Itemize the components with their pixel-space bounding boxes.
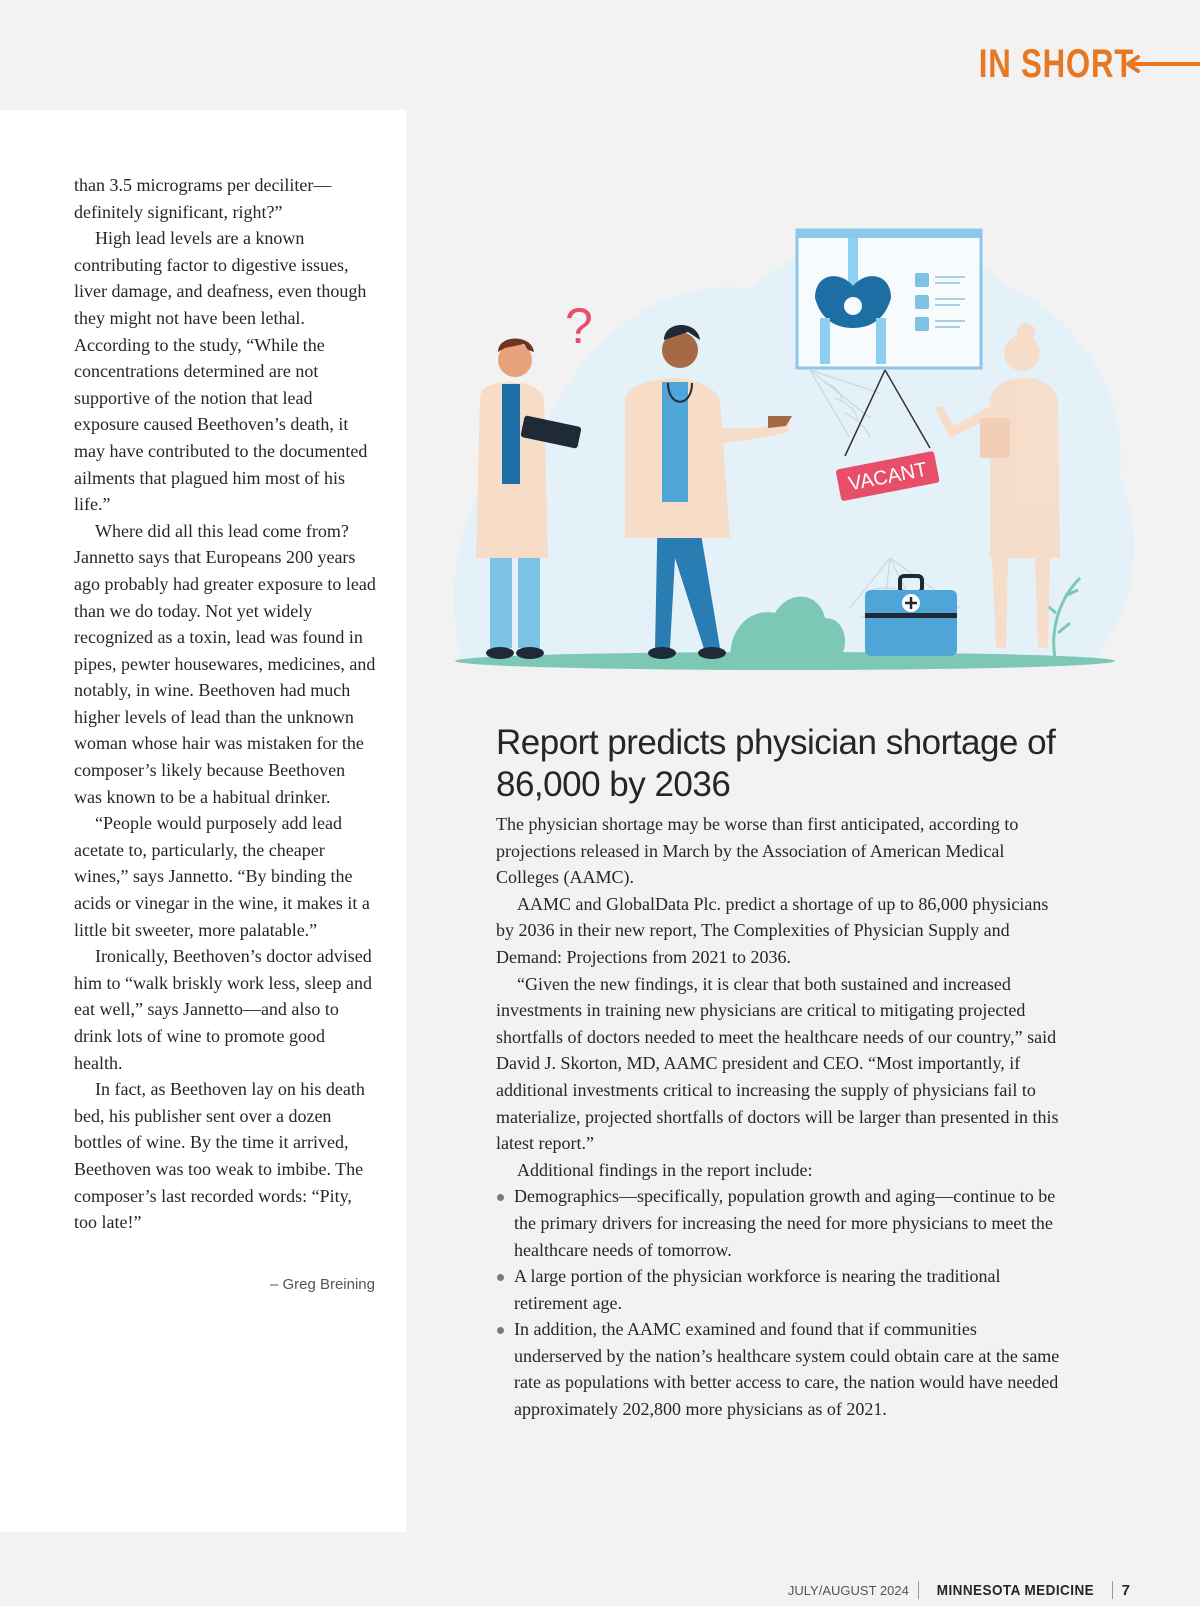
xray-monitor-icon xyxy=(797,230,981,368)
byline: – Greg Breining xyxy=(269,1276,375,1293)
list-item xyxy=(496,1316,1064,1422)
magazine-name: MINNESOTA MEDICINE xyxy=(936,1581,1094,1599)
paragraph: than 3.5 micrograms per deciliter—definitely significant, right?” xyxy=(74,175,332,222)
paragraph: High lead levels are a known contributing factor to digestive issues, liver damage, and deafness, even though they might not have been lethal. According to the study, “While the concentrations determined are not supportive of the notion that lead exposure caused Beethoven’s death, it may have contributed to the documented ailments that plagued him most of his life.” xyxy=(74,228,368,515)
section-tag xyxy=(935,38,1200,90)
question-mark-icon: ? xyxy=(565,298,593,354)
paragraph: Additional findings in the report include: xyxy=(517,1159,813,1180)
issue-date: JULY/AUGUST 2024 xyxy=(787,1582,909,1598)
paragraph: Ironically, Beethoven’s doctor advised him to “walk briskly work less, sleep and eat well,” says Jannetto—and also to drink lots of wine to promote good health. xyxy=(74,946,372,1073)
page-number: 7 xyxy=(1121,1581,1130,1599)
paragraph: In fact, as Beethoven lay on his death bed, his publisher sent over a dozen bottles of wine. By the time it arrived, Beethoven was too weak to imbibe. The composer’s last recorded words: “Pity, too late!” xyxy=(74,1079,365,1233)
list-item xyxy=(496,1263,1064,1316)
list-item-text: A large portion of the physician workforce is nearing the traditional retirement age. xyxy=(514,1266,1001,1313)
list-item xyxy=(496,1183,1064,1263)
article-title: Report predicts physician shortage of 86,000 by 2036 xyxy=(496,723,1056,804)
vacant-sign-text: VACANT xyxy=(846,458,929,496)
section-tag-label: IN SHORT xyxy=(978,41,1134,86)
paragraph: “People would purposely add lead acetate to, particularly, the cheaper wines,” says Jannetto. “By binding the acids or vinegar in the wine, it makes it a little bit sweeter, more palatable.” xyxy=(74,813,370,940)
findings-list xyxy=(496,1183,1064,1422)
paragraph: AAMC and GlobalData Plc. predict a shortage of up to 86,000 physicians by 2036 in their new report, The Complexities of Physician Supply and Demand: Projections from 2021 to 2036. xyxy=(496,893,1049,967)
paragraph: Where did all this lead come from? Jannetto says that Europeans 200 years ago probably had greater exposure to lead than we do today. Not yet widely recognized as a toxin, lead was found in pipes, pewter housewares, medicines, and notably, in wine. Beethoven had much higher levels of lead than the unknown woman whose hair was mistaken for the composer’s likely because Beethoven was known to be a habitual drinker. xyxy=(74,520,376,807)
article-body xyxy=(496,811,1064,1423)
bullet-icon xyxy=(497,1274,504,1281)
paragraph: “Given the new findings, it is clear that both sustained and increased investments in training new physicians are critical to mitigating projected shortfalls of doctors needed to meet the healthcare needs of our country,” said David J. Skorton, MD, AAMC president and CEO. “Most importantly, if additional investments critical to increasing the supply of physicians fail to materialize, projected shortfalls of doctors will be larger than presented in this latest report.” xyxy=(496,973,1059,1154)
footer-divider xyxy=(1112,1581,1113,1599)
page-footer xyxy=(788,1579,1130,1601)
arrow-left-icon xyxy=(1124,54,1200,74)
paragraph: The physician shortage may be worse than first anticipated, according to projections released in March by the Association of American Medical Colleges (AAMC). xyxy=(496,814,1019,888)
bullet-icon xyxy=(497,1327,504,1334)
list-item-text: Demographics—specifically, population growth and aging—continue to be the primary drivers for increasing the need for more physicians to meet the healthcare needs of tomorrow. xyxy=(514,1186,1056,1260)
left-column-text xyxy=(74,172,376,1236)
bullet-icon xyxy=(497,1194,504,1201)
physician-shortage-illustration xyxy=(430,138,1160,698)
list-item-text: In addition, the AAMC examined and found that if communities underserved by the nation’s healthcare system could obtain care at the same rate as populations with better access to care, the nation would have needed approximately 202,800 more physicians as of 2021. xyxy=(514,1319,1060,1420)
footer-divider xyxy=(918,1581,919,1599)
